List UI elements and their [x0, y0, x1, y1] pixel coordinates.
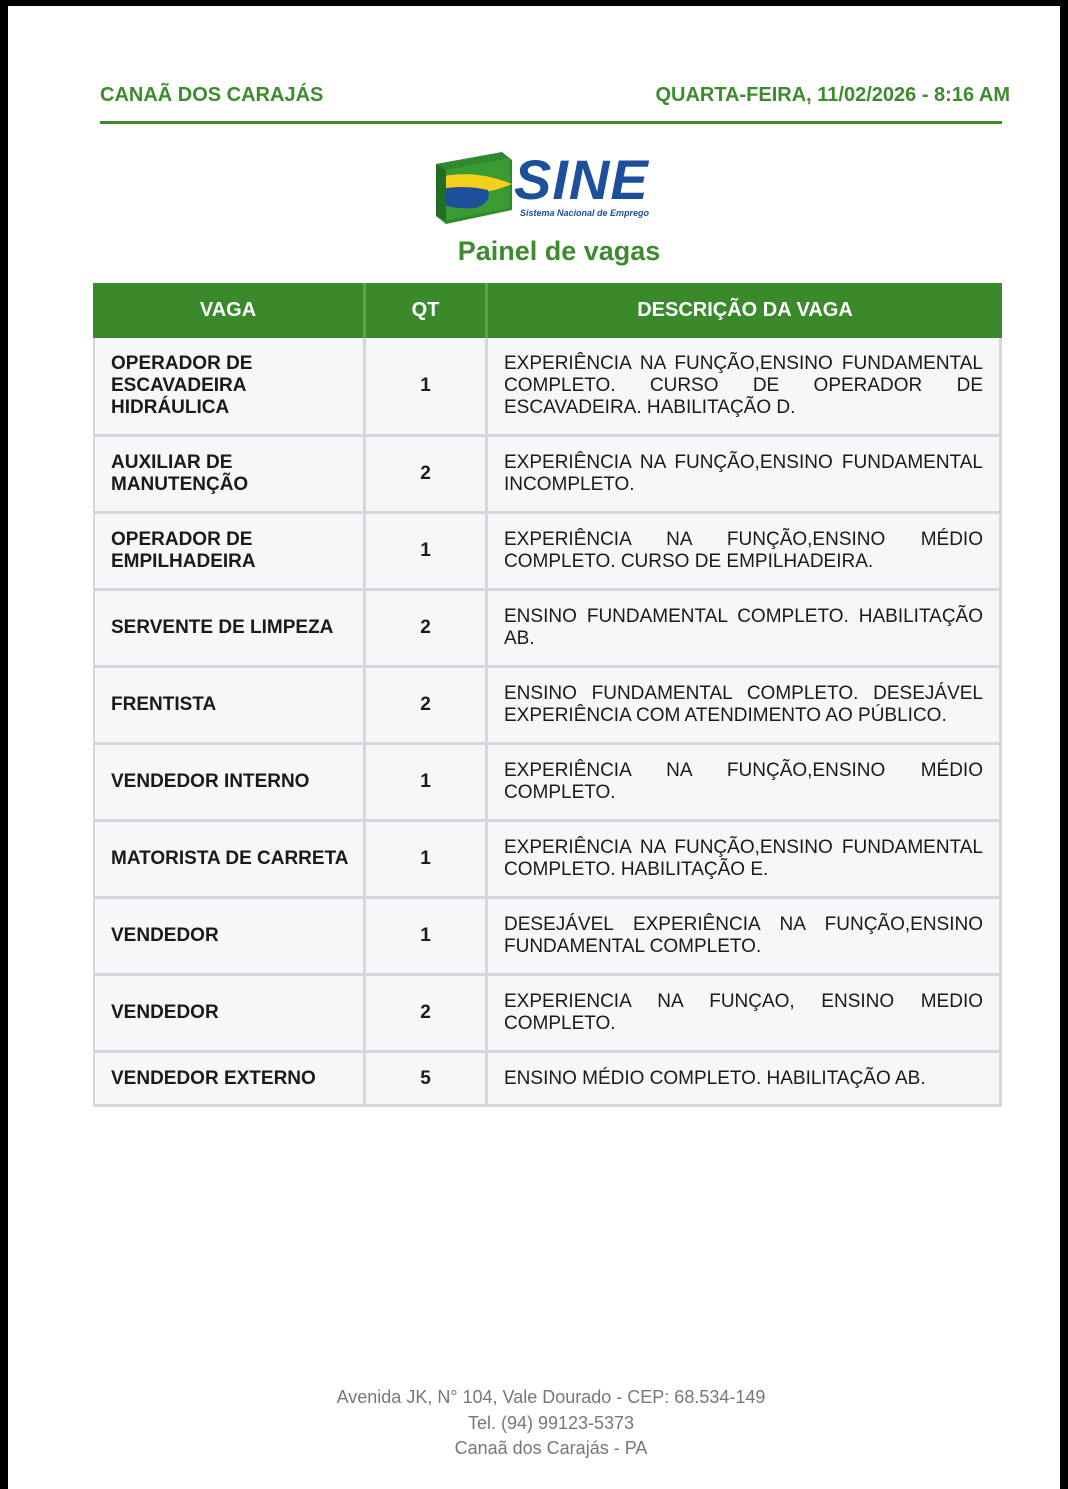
sine-tagline: Sistema Nacional de Emprego	[520, 208, 650, 218]
column-header-qt: QT	[366, 283, 488, 338]
job-title: AUXILIAR DE MANUTENÇÃO	[93, 437, 366, 514]
job-title: SERVENTE DE LIMPEZA	[93, 591, 366, 668]
sine-flag-icon	[432, 150, 516, 226]
job-title: VENDEDOR	[93, 899, 366, 976]
job-description: EXPERIÊNCIA NA FUNÇÃO,ENSINO FUNDAMENTAL COMPLETO. CURSO DE OPERADOR DE ESCAVADEIRA. HABILITAÇÃO D.	[488, 338, 1002, 437]
job-quantity: 2	[366, 668, 488, 745]
header-datetime: QUARTA-FEIRA, 11/02/2026 - 8:16 AM	[655, 84, 1010, 106]
job-description: ENSINO FUNDAMENTAL COMPLETO. HABILITAÇÃO AB.	[488, 591, 1002, 668]
header-city: CANAÃ DOS CARAJÁS	[100, 84, 324, 106]
job-quantity: 1	[366, 899, 488, 976]
job-description: EXPERIÊNCIA NA FUNÇÃO,ENSINO MÉDIO COMPLETO.	[488, 745, 1002, 822]
job-quantity: 2	[366, 591, 488, 668]
panel-title: Painel de vagas	[457, 236, 661, 266]
job-description: EXPERIÊNCIA NA FUNÇÃO,ENSINO FUNDAMENTAL COMPLETO. HABILITAÇÃO E.	[488, 822, 1002, 899]
table-row	[93, 437, 1002, 514]
table-row	[93, 745, 1002, 822]
job-description: ENSINO MÉDIO COMPLETO. HABILITAÇÃO AB.	[488, 1053, 1002, 1107]
page-footer	[0, 1385, 1068, 1462]
table-row	[93, 976, 1002, 1053]
job-title: FRENTISTA	[93, 668, 366, 745]
job-title: OPERADOR DE ESCAVADEIRA HIDRÁULICA	[93, 338, 366, 437]
job-title: VENDEDOR EXTERNO	[93, 1053, 366, 1107]
table-row	[93, 668, 1002, 745]
job-quantity: 1	[366, 745, 488, 822]
job-description: EXPERIENCIA NA FUNÇAO, ENSINO MEDIO COMPLETO.	[488, 976, 1002, 1053]
job-title: MATORISTA DE CARRETA	[93, 822, 366, 899]
job-quantity: 1	[366, 514, 488, 591]
column-header-vaga: VAGA	[93, 283, 366, 338]
table-row	[93, 822, 1002, 899]
table-row	[93, 514, 1002, 591]
job-description: DESEJÁVEL EXPERIÊNCIA NA FUNÇÃO,ENSINO FUNDAMENTAL COMPLETO.	[488, 899, 1002, 976]
column-header-descricao: DESCRIÇÃO DA VAGA	[488, 283, 1002, 338]
job-title: OPERADOR DE EMPILHADEIRA	[93, 514, 366, 591]
job-title: VENDEDOR	[93, 976, 366, 1053]
header-divider	[100, 121, 1002, 124]
footer-city: Canaã dos Carajás - PA	[454, 1438, 648, 1458]
table-row	[93, 338, 1002, 437]
job-quantity: 2	[366, 976, 488, 1053]
page-header	[100, 84, 1010, 107]
table-row	[93, 591, 1002, 668]
job-quantity: 1	[366, 338, 488, 437]
job-title: VENDEDOR INTERNO	[93, 745, 366, 822]
job-listings-table	[93, 283, 1002, 1107]
table-row	[93, 1053, 1002, 1107]
job-description: ENSINO FUNDAMENTAL COMPLETO. DESEJÁVEL EXPERIÊNCIA COM ATENDIMENTO AO PÚBLICO.	[488, 668, 1002, 745]
sine-logo	[428, 146, 668, 226]
job-quantity: 1	[366, 822, 488, 899]
job-description: EXPERIÊNCIA NA FUNÇÃO,ENSINO FUNDAMENTAL INCOMPLETO.	[488, 437, 1002, 514]
job-quantity: 5	[366, 1053, 488, 1107]
job-description: EXPERIÊNCIA NA FUNÇÃO,ENSINO MÉDIO COMPLETO. CURSO DE EMPILHADEIRA.	[488, 514, 1002, 591]
table-row	[93, 899, 1002, 976]
job-quantity: 2	[366, 437, 488, 514]
footer-address: Avenida JK, N° 104, Vale Dourado - CEP: 68.534-149	[336, 1387, 766, 1407]
footer-phone: Tel. (94) 99123-5373	[467, 1412, 635, 1433]
sine-wordmark: SINE	[514, 148, 649, 211]
table-header-row	[93, 283, 1002, 338]
